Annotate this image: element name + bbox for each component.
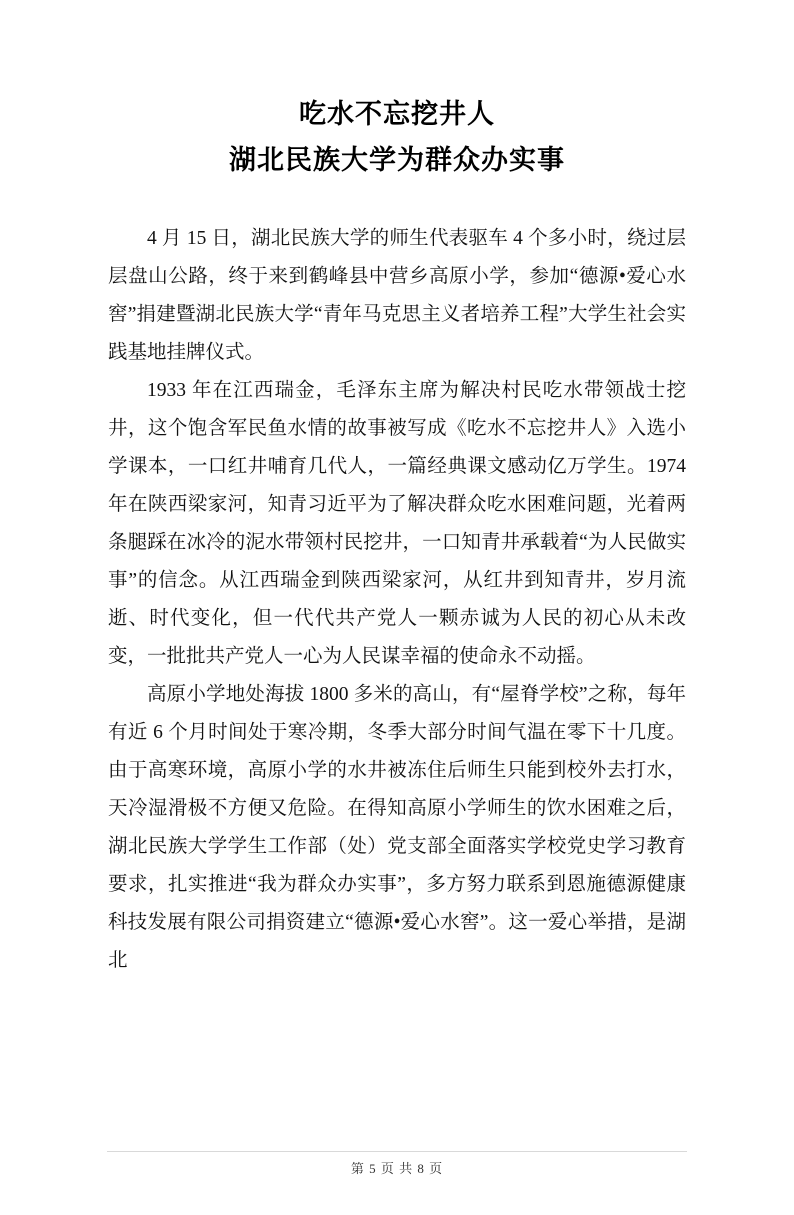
- document-body: [0, 220, 794, 980]
- paragraph-3: 高原小学地处海拔 1800 多米的高山，有“屋脊学校”之称，每年有近 6 个月时间处于寒冷期，冬季大部分时间气温在零下十几度。由于高寒环境，高原小学的水井被冻住后师生只能到校外去打水，天冷湿滑极不方便又危险。在得知高原小学师生的饮水困难之后，湖北民族大学学生工作部（处）党支部全面落实学校党史学习教育要求，扎实推进“我为群众办实事”，多方努力联系到恩施德源健康科技发展有限公司捐资建立“德源•爱心水窖”。这一爱心举措，是湖北: [108, 684, 686, 971]
- title-line-2: 湖北民族大学为群众办实事: [229, 145, 565, 176]
- document-title: [0, 92, 794, 184]
- page-indicator: 第 5 页 共 8 页: [350, 1161, 444, 1176]
- document-page: [0, 92, 794, 1215]
- paragraph-2: 1933 年在江西瑞金，毛泽东主席为解决村民吃水带领战士挖井，这个饱含军民鱼水情的故事被写成《吃水不忘挖井人》入选小学课本，一口红井哺育几代人，一篇经典课文感动亿万学生。1974 年在陕西梁家河，知青习近平为了解决群众吃水困难问题，光着两条腿踩在冰冷的泥水带领村民挖井，一口知青井承载着“为人民做实事”的信念。从江西瑞金到陕西梁家河，从红井到知青井，岁月流逝、时代变化，但一代代共产党人一颗赤诚为人民的初心从未改变，一批批共产党人一心为人民谋幸福的使命永不动摇。: [108, 380, 686, 667]
- page-footer: [0, 1151, 794, 1177]
- paragraph-1: 4 月 15 日，湖北民族大学的师生代表驱车 4 个多小时，绕过层层盘山公路，终于来到鹤峰县中营乡高原小学，参加“德源•爱心水窖”捐建暨湖北民族大学“青年马克思主义者培养工程”大学生社会实践基地挂牌仪式。: [108, 228, 686, 363]
- title-line-1: 吃水不忘挖井人: [299, 99, 495, 130]
- footer-divider: [107, 1151, 687, 1152]
